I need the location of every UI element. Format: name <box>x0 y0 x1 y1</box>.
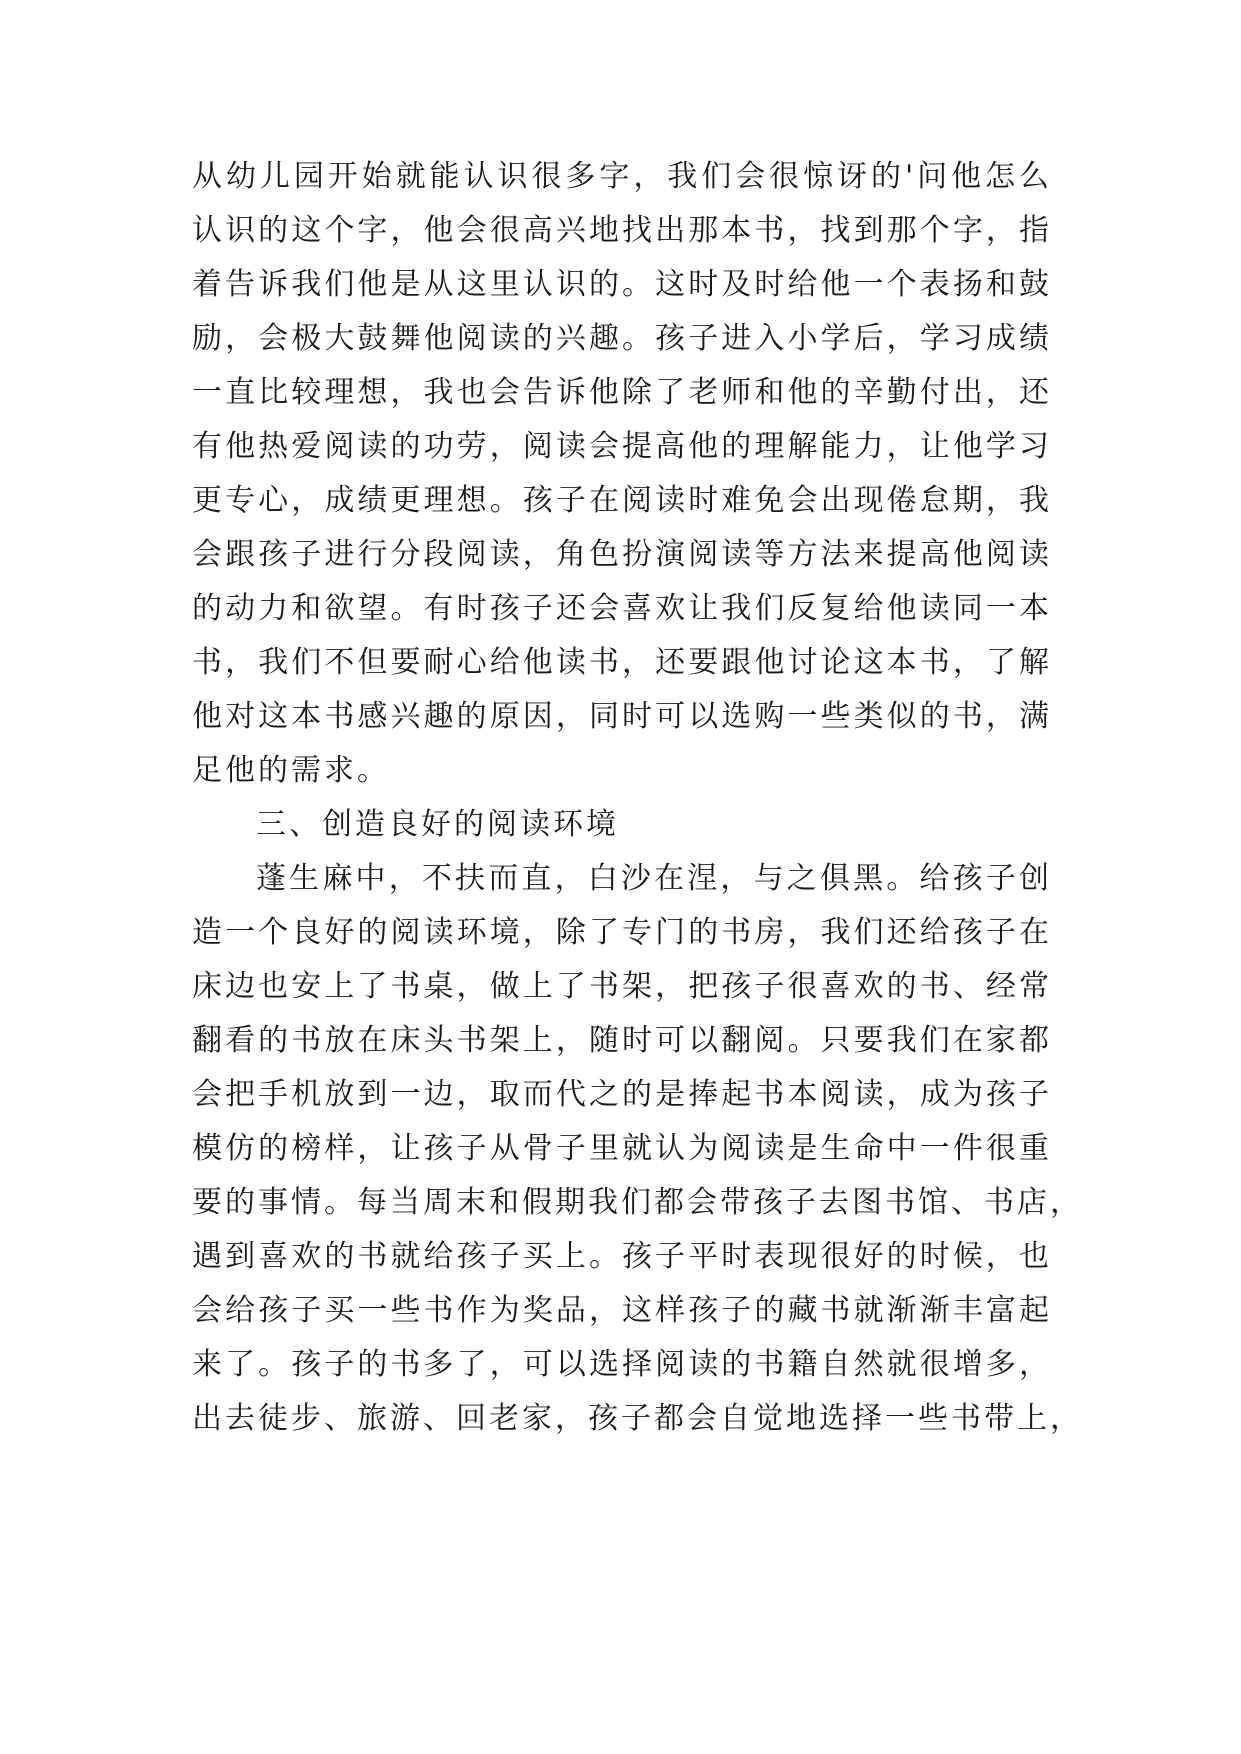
text-line: 床边也安上了书桌，做上了书架，把孩子很喜欢的书、经常 <box>192 969 1052 1004</box>
text-line: 着告诉我们他是从这里认识的。这时及时给他一个表扬和鼓 <box>192 267 1052 302</box>
text-line: 要的事情。每当周末和假期我们都会带孩子去图书馆、书店， <box>192 1185 1083 1220</box>
text-line: 励，会极大鼓舞他阅读的兴趣。孩子进入小学后，学习成绩 <box>192 321 1052 356</box>
text-line: 翻看的书放在床头书架上，随时可以翻阅。只要我们在家都 <box>192 1023 1052 1058</box>
text-line: 会把手机放到一边，取而代之的是捧起书本阅读，成为孩子 <box>192 1077 1052 1112</box>
text-line: 造一个良好的阅读环境，除了专门的书房，我们还给孩子在 <box>192 915 1052 950</box>
text-line: 他对这本书感兴趣的原因，同时可以选购一些类似的书，满 <box>192 699 1052 734</box>
text-line: 书，我们不但要耐心给他读书，还要跟他讨论这本书，了解 <box>192 645 1052 680</box>
text-line: 更专心，成绩更理想。孩子在阅读时难免会出现倦怠期，我 <box>192 483 1052 518</box>
document-body <box>192 150 1083 1446</box>
section-heading: 三、创造良好的阅读环境 <box>256 807 619 842</box>
text-line: 出去徒步、旅游、回老家，孩子都会自觉地选择一些书带上， <box>192 1401 1083 1436</box>
text-line: 遇到喜欢的书就给孩子买上。孩子平时表现很好的时候，也 <box>192 1239 1052 1274</box>
text-line: 来了。孩子的书多了，可以选择阅读的书籍自然就很增多， <box>192 1347 1052 1382</box>
text-line: 的动力和欲望。有时孩子还会喜欢让我们反复给他读同一本 <box>192 591 1052 626</box>
text-line: 一直比较理想，我也会告诉他除了老师和他的辛勤付出，还 <box>192 375 1052 410</box>
text-line: 模仿的榜样，让孩子从骨子里就认为阅读是生命中一件很重 <box>192 1131 1052 1166</box>
text-line: 从幼儿园开始就能认识很多字，我们会很惊讶的'问他怎么 <box>192 159 1052 194</box>
text-line: 蓬生麻中，不扶而直，白沙在涅，与之俱黑。给孩子创 <box>256 861 1052 896</box>
text-line: 足他的需求。 <box>192 753 390 788</box>
text-line: 有他热爱阅读的功劳，阅读会提高他的理解能力，让他学习 <box>192 429 1052 464</box>
text-line: 会给孩子买一些书作为奖品，这样孩子的藏书就渐渐丰富起 <box>192 1293 1052 1328</box>
text-line: 会跟孩子进行分段阅读，角色扮演阅读等方法来提高他阅读 <box>192 537 1052 572</box>
text-line: 认识的这个字，他会很高兴地找出那本书，找到那个字，指 <box>192 213 1052 248</box>
